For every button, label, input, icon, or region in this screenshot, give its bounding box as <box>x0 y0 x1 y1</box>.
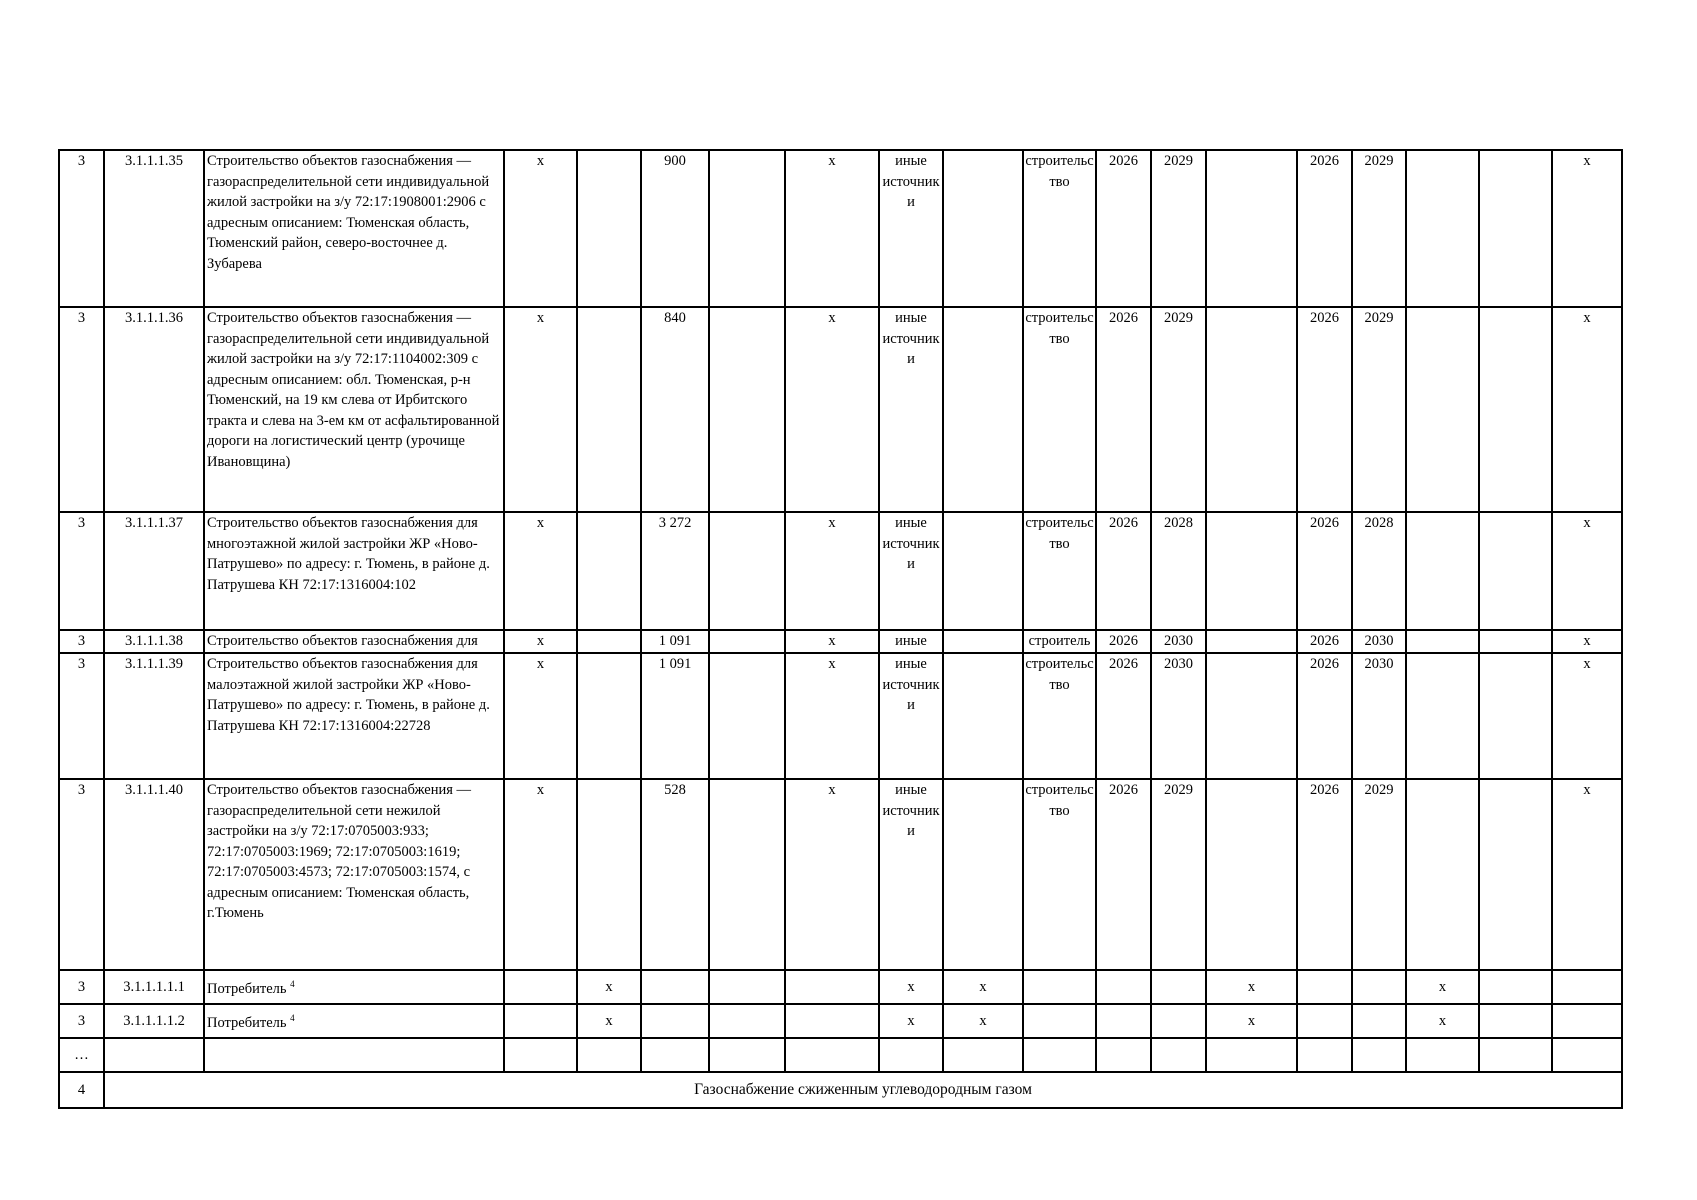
cell-work-type <box>1023 1038 1096 1072</box>
cell-col14: х <box>1206 1004 1297 1038</box>
table-row <box>59 630 1622 653</box>
section-title: Газоснабжение сжиженным углеводородным газом <box>104 1072 1622 1108</box>
cell-col17 <box>1406 653 1479 779</box>
cell-col19: х <box>1552 512 1622 630</box>
cell-end-year <box>1151 1004 1206 1038</box>
cell-work-type <box>1023 1004 1096 1038</box>
cell-code: 3.1.1.1.35 <box>104 150 204 307</box>
data-table <box>58 149 1623 1109</box>
cell-col7 <box>709 653 785 779</box>
cell-funding-source: иные источники <box>879 779 943 970</box>
cell-col8: х <box>785 779 879 970</box>
cell-col19 <box>1552 970 1622 1004</box>
cell-level: 3 <box>59 1004 104 1038</box>
cell-col19: х <box>1552 150 1622 307</box>
cell-end-year: 2029 <box>1151 150 1206 307</box>
cell-col17 <box>1406 512 1479 630</box>
cell-level: 3 <box>59 150 104 307</box>
cell-col17 <box>1406 1038 1479 1072</box>
cell-funding-source: иные источники <box>879 512 943 630</box>
cell-col5 <box>577 512 641 630</box>
cell-funding-source: иные источники <box>879 307 943 512</box>
cell-level: 3 <box>59 779 104 970</box>
table-row <box>59 1038 1622 1072</box>
cell-description <box>204 970 504 1004</box>
cell-col8 <box>785 1004 879 1038</box>
consumer-label: Потребитель <box>207 1015 287 1032</box>
cell-col4 <box>504 1038 577 1072</box>
cell-description: Строительство объектов газоснабжения — газораспределительной сети индивидуальной жилой застройки на з/у 72:17:1908001:2906 с адресным описанием: Тюменская область, Тюменский район, северо-восточнее д. Зубарева <box>204 150 504 307</box>
cell-end-year-2: 2029 <box>1352 307 1406 512</box>
cell-end-year <box>1151 970 1206 1004</box>
cell-value <box>641 1038 709 1072</box>
cell-col5 <box>577 779 641 970</box>
cell-col10 <box>943 1038 1023 1072</box>
cell-level: 3 <box>59 970 104 1004</box>
cell-col8: х <box>785 653 879 779</box>
cell-start-year: 2026 <box>1096 150 1151 307</box>
cell-col5: х <box>577 970 641 1004</box>
cell-col8: х <box>785 512 879 630</box>
section-number: 4 <box>59 1072 104 1108</box>
cell-start-year: 2026 <box>1096 512 1151 630</box>
cell-end-year-2: 2030 <box>1352 653 1406 779</box>
cell-col18 <box>1479 1004 1552 1038</box>
cell-end-year: 2029 <box>1151 779 1206 970</box>
cell-col7 <box>709 150 785 307</box>
table-row <box>59 1004 1622 1038</box>
cell-funding-source <box>879 1038 943 1072</box>
cell-code: 3.1.1.1.1.2 <box>104 1004 204 1038</box>
cell-col14: х <box>1206 970 1297 1004</box>
cell-col8 <box>785 1038 879 1072</box>
cell-col4 <box>504 970 577 1004</box>
cell-work-type: строительство <box>1023 512 1096 630</box>
cell-col19: х <box>1552 630 1622 653</box>
cell-col19: х <box>1552 307 1622 512</box>
cell-col10 <box>943 653 1023 779</box>
cell-col17 <box>1406 150 1479 307</box>
cell-col5 <box>577 307 641 512</box>
cell-start-year-2: 2026 <box>1297 779 1352 970</box>
cell-col19 <box>1552 1004 1622 1038</box>
cell-funding-source: х <box>879 970 943 1004</box>
cell-col18 <box>1479 512 1552 630</box>
cell-work-type: строительство <box>1023 779 1096 970</box>
cell-col8: х <box>785 307 879 512</box>
cell-col5 <box>577 150 641 307</box>
consumer-label: Потребитель <box>207 981 287 998</box>
cell-start-year: 2026 <box>1096 630 1151 653</box>
cell-level: … <box>59 1038 104 1072</box>
cell-code <box>104 1038 204 1072</box>
cell-col7 <box>709 779 785 970</box>
cell-value: 3 272 <box>641 512 709 630</box>
cell-start-year-2: 2026 <box>1297 307 1352 512</box>
cell-col19: х <box>1552 653 1622 779</box>
cell-col5 <box>577 630 641 653</box>
cell-start-year <box>1096 1038 1151 1072</box>
cell-col17 <box>1406 779 1479 970</box>
cell-level: 3 <box>59 307 104 512</box>
cell-col17 <box>1406 307 1479 512</box>
cell-col18 <box>1479 150 1552 307</box>
cell-col14 <box>1206 150 1297 307</box>
cell-start-year <box>1096 1004 1151 1038</box>
cell-col4: х <box>504 307 577 512</box>
cell-code: 3.1.1.1.37 <box>104 512 204 630</box>
cell-col5: х <box>577 1004 641 1038</box>
cell-col14 <box>1206 630 1297 653</box>
cell-start-year-2: 2026 <box>1297 150 1352 307</box>
cell-level: 3 <box>59 653 104 779</box>
cell-col18 <box>1479 653 1552 779</box>
cell-col14 <box>1206 512 1297 630</box>
cell-start-year: 2026 <box>1096 307 1151 512</box>
cell-col7 <box>709 307 785 512</box>
cell-start-year <box>1096 970 1151 1004</box>
cell-col10 <box>943 630 1023 653</box>
cell-end-year-2 <box>1352 970 1406 1004</box>
cell-start-year-2 <box>1297 1004 1352 1038</box>
cell-level: 3 <box>59 512 104 630</box>
cell-value: 840 <box>641 307 709 512</box>
cell-col18 <box>1479 779 1552 970</box>
cell-description <box>204 1038 504 1072</box>
table-row <box>59 970 1622 1004</box>
footnote-marker: 4 <box>290 1013 295 1024</box>
cell-end-year-2: 2029 <box>1352 150 1406 307</box>
cell-col7 <box>709 630 785 653</box>
cell-col5 <box>577 1038 641 1072</box>
cell-col10: х <box>943 970 1023 1004</box>
cell-work-type: строитель <box>1023 630 1096 653</box>
cell-col8: х <box>785 630 879 653</box>
cell-col10 <box>943 150 1023 307</box>
cell-end-year: 2029 <box>1151 307 1206 512</box>
cell-description: Строительство объектов газоснабжения для малоэтажной жилой застройки ЖР «Ново-Патрушево» по адресу: г. Тюмень, в районе д. Патрушева КН 72:17:1316004:22728 <box>204 653 504 779</box>
cell-end-year: 2030 <box>1151 653 1206 779</box>
cell-col4: х <box>504 630 577 653</box>
cell-end-year: 2030 <box>1151 630 1206 653</box>
cell-col18 <box>1479 307 1552 512</box>
cell-work-type <box>1023 970 1096 1004</box>
cell-code: 3.1.1.1.39 <box>104 653 204 779</box>
cell-col4: х <box>504 150 577 307</box>
cell-value <box>641 1004 709 1038</box>
cell-start-year-2 <box>1297 970 1352 1004</box>
cell-work-type: строительство <box>1023 653 1096 779</box>
cell-col14 <box>1206 1038 1297 1072</box>
cell-value: 1 091 <box>641 630 709 653</box>
cell-col8: х <box>785 150 879 307</box>
cell-col17: х <box>1406 970 1479 1004</box>
cell-col5 <box>577 653 641 779</box>
cell-end-year-2 <box>1352 1038 1406 1072</box>
cell-description: Строительство объектов газоснабжения — газораспределительной сети нежилой застройки на з/у 72:17:0705003:933; 72:17:0705003:1969; 72:17:0705003:1619; 72:17:0705003:4573; 72:17:0705003:1574, с адресным описанием: Тюменская область, г.Тюмень <box>204 779 504 970</box>
cell-code: 3.1.1.1.36 <box>104 307 204 512</box>
cell-start-year: 2026 <box>1096 779 1151 970</box>
cell-col17: х <box>1406 1004 1479 1038</box>
cell-col7 <box>709 1004 785 1038</box>
cell-col18 <box>1479 1038 1552 1072</box>
cell-work-type: строительство <box>1023 307 1096 512</box>
cell-end-year: 2028 <box>1151 512 1206 630</box>
cell-col8 <box>785 970 879 1004</box>
cell-value: 1 091 <box>641 653 709 779</box>
cell-description: Строительство объектов газоснабжения для <box>204 630 504 653</box>
cell-end-year <box>1151 1038 1206 1072</box>
cell-col4: х <box>504 653 577 779</box>
cell-description: Строительство объектов газоснабжения для многоэтажной жилой застройки ЖР «Ново-Патрушево» по адресу: г. Тюмень, в районе д. Патрушева КН 72:17:1316004:102 <box>204 512 504 630</box>
cell-start-year-2 <box>1297 1038 1352 1072</box>
cell-col7 <box>709 512 785 630</box>
cell-col10: х <box>943 1004 1023 1038</box>
cell-start-year-2: 2026 <box>1297 512 1352 630</box>
cell-end-year-2: 2028 <box>1352 512 1406 630</box>
cell-value: 528 <box>641 779 709 970</box>
cell-funding-source: иные источники <box>879 653 943 779</box>
cell-end-year-2: 2029 <box>1352 779 1406 970</box>
cell-value <box>641 970 709 1004</box>
cell-col19: х <box>1552 779 1622 970</box>
cell-col10 <box>943 307 1023 512</box>
table-row <box>59 307 1622 512</box>
cell-col4: х <box>504 512 577 630</box>
cell-value: 900 <box>641 150 709 307</box>
table-row <box>59 512 1622 630</box>
cell-col4 <box>504 1004 577 1038</box>
table-row <box>59 653 1622 779</box>
cell-funding-source: х <box>879 1004 943 1038</box>
cell-col10 <box>943 779 1023 970</box>
cell-col14 <box>1206 307 1297 512</box>
cell-col14 <box>1206 779 1297 970</box>
cell-col17 <box>1406 630 1479 653</box>
cell-col4: х <box>504 779 577 970</box>
cell-work-type: строительство <box>1023 150 1096 307</box>
cell-funding-source: иные <box>879 630 943 653</box>
cell-description <box>204 1004 504 1038</box>
cell-col14 <box>1206 653 1297 779</box>
cell-funding-source: иные источники <box>879 150 943 307</box>
cell-col7 <box>709 970 785 1004</box>
cell-col19 <box>1552 1038 1622 1072</box>
cell-end-year-2: 2030 <box>1352 630 1406 653</box>
cell-code: 3.1.1.1.38 <box>104 630 204 653</box>
cell-col7 <box>709 1038 785 1072</box>
cell-description: Строительство объектов газоснабжения — газораспределительной сети индивидуальной жилой застройки на з/у 72:17:1104002:309 с адресным описанием: обл. Тюменская, р-н Тюменский, на 19 км слева от Ирбитского тракта и слева на 3-ем км от асфальтированной дороги на логистический центр (урочище Ивановщина) <box>204 307 504 512</box>
cell-end-year-2 <box>1352 1004 1406 1038</box>
table-row <box>59 779 1622 970</box>
cell-code: 3.1.1.1.1.1 <box>104 970 204 1004</box>
cell-start-year-2: 2026 <box>1297 653 1352 779</box>
cell-level: 3 <box>59 630 104 653</box>
footnote-marker: 4 <box>290 979 295 990</box>
section-row <box>59 1072 1622 1108</box>
cell-col18 <box>1479 970 1552 1004</box>
cell-col18 <box>1479 630 1552 653</box>
cell-start-year-2: 2026 <box>1297 630 1352 653</box>
cell-col10 <box>943 512 1023 630</box>
table-row <box>59 150 1622 307</box>
cell-code: 3.1.1.1.40 <box>104 779 204 970</box>
cell-start-year: 2026 <box>1096 653 1151 779</box>
